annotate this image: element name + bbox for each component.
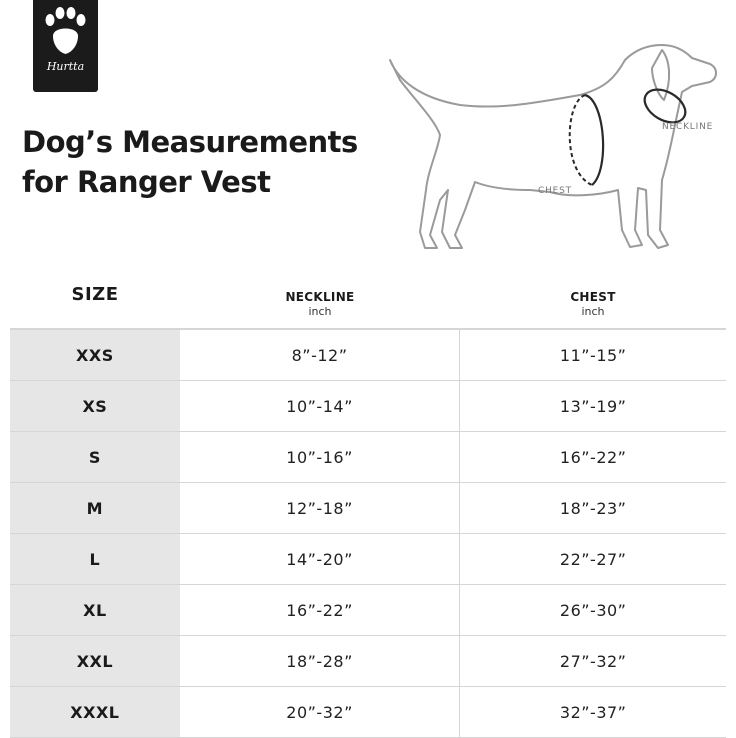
dog-measurement-diagram — [380, 40, 725, 265]
table-row — [10, 381, 726, 432]
size-cell: XS — [10, 381, 180, 431]
chest-cell: 11”-15” — [559, 345, 627, 365]
page-title — [22, 122, 358, 202]
neckline-cell: 10”-14” — [180, 381, 461, 431]
neckline-cell: 12”-18” — [180, 483, 461, 533]
neckline-cell: 16”-22” — [180, 585, 461, 635]
chest-cell: 27”-32” — [559, 651, 627, 671]
size-cell: XXL — [10, 636, 180, 686]
chest-cell: 22”-27” — [559, 549, 627, 569]
chest-cell: 26”-30” — [559, 600, 627, 620]
chest-header-unit: inch — [581, 305, 605, 318]
table-row — [10, 483, 726, 534]
brand-logo — [33, 0, 98, 92]
title-line-2: for Ranger Vest — [22, 165, 271, 199]
size-column-header: SIZE — [71, 284, 119, 305]
neckline-cell: 10”-16” — [180, 432, 461, 482]
table-row — [10, 585, 726, 636]
size-cell: S — [10, 432, 180, 482]
neckline-header-label: NECKLINE — [285, 290, 355, 304]
size-cell: XL — [10, 585, 180, 635]
neckline-cell: 20”-32” — [180, 687, 461, 737]
chest-column-header — [460, 290, 726, 318]
title-line-1: Dog’s Measurements — [22, 125, 358, 159]
table-row — [10, 330, 726, 381]
table-row — [10, 636, 726, 687]
neckline-diagram-label: NECKLINE — [662, 122, 714, 132]
size-cell: L — [10, 534, 180, 584]
table-row — [10, 534, 726, 585]
paw-icon — [33, 0, 98, 60]
brand-logo-text: Hurtta — [46, 60, 85, 73]
dog-outline-icon — [390, 45, 716, 248]
neckline-header-unit: inch — [308, 305, 332, 318]
chest-cell: 16”-22” — [559, 447, 627, 467]
neckline-cell: 8”-12” — [180, 330, 461, 380]
size-chart-table — [10, 270, 726, 738]
table-body — [10, 328, 726, 738]
table-row — [10, 687, 726, 738]
chest-cell: 18”-23” — [559, 498, 627, 518]
chest-cell: 32”-37” — [559, 702, 627, 722]
chest-cell: 13”-19” — [559, 396, 627, 416]
neckline-cell: 14”-20” — [180, 534, 461, 584]
neckline-cell: 18”-28” — [180, 636, 461, 686]
chest-header-label: CHEST — [570, 290, 616, 304]
table-row — [10, 432, 726, 483]
size-cell: XXXL — [10, 687, 180, 737]
size-cell: M — [10, 483, 180, 533]
chest-diagram-label: CHEST — [538, 186, 572, 196]
size-cell: XXS — [10, 330, 180, 380]
neckline-column-header — [180, 290, 460, 318]
table-header — [10, 270, 726, 328]
